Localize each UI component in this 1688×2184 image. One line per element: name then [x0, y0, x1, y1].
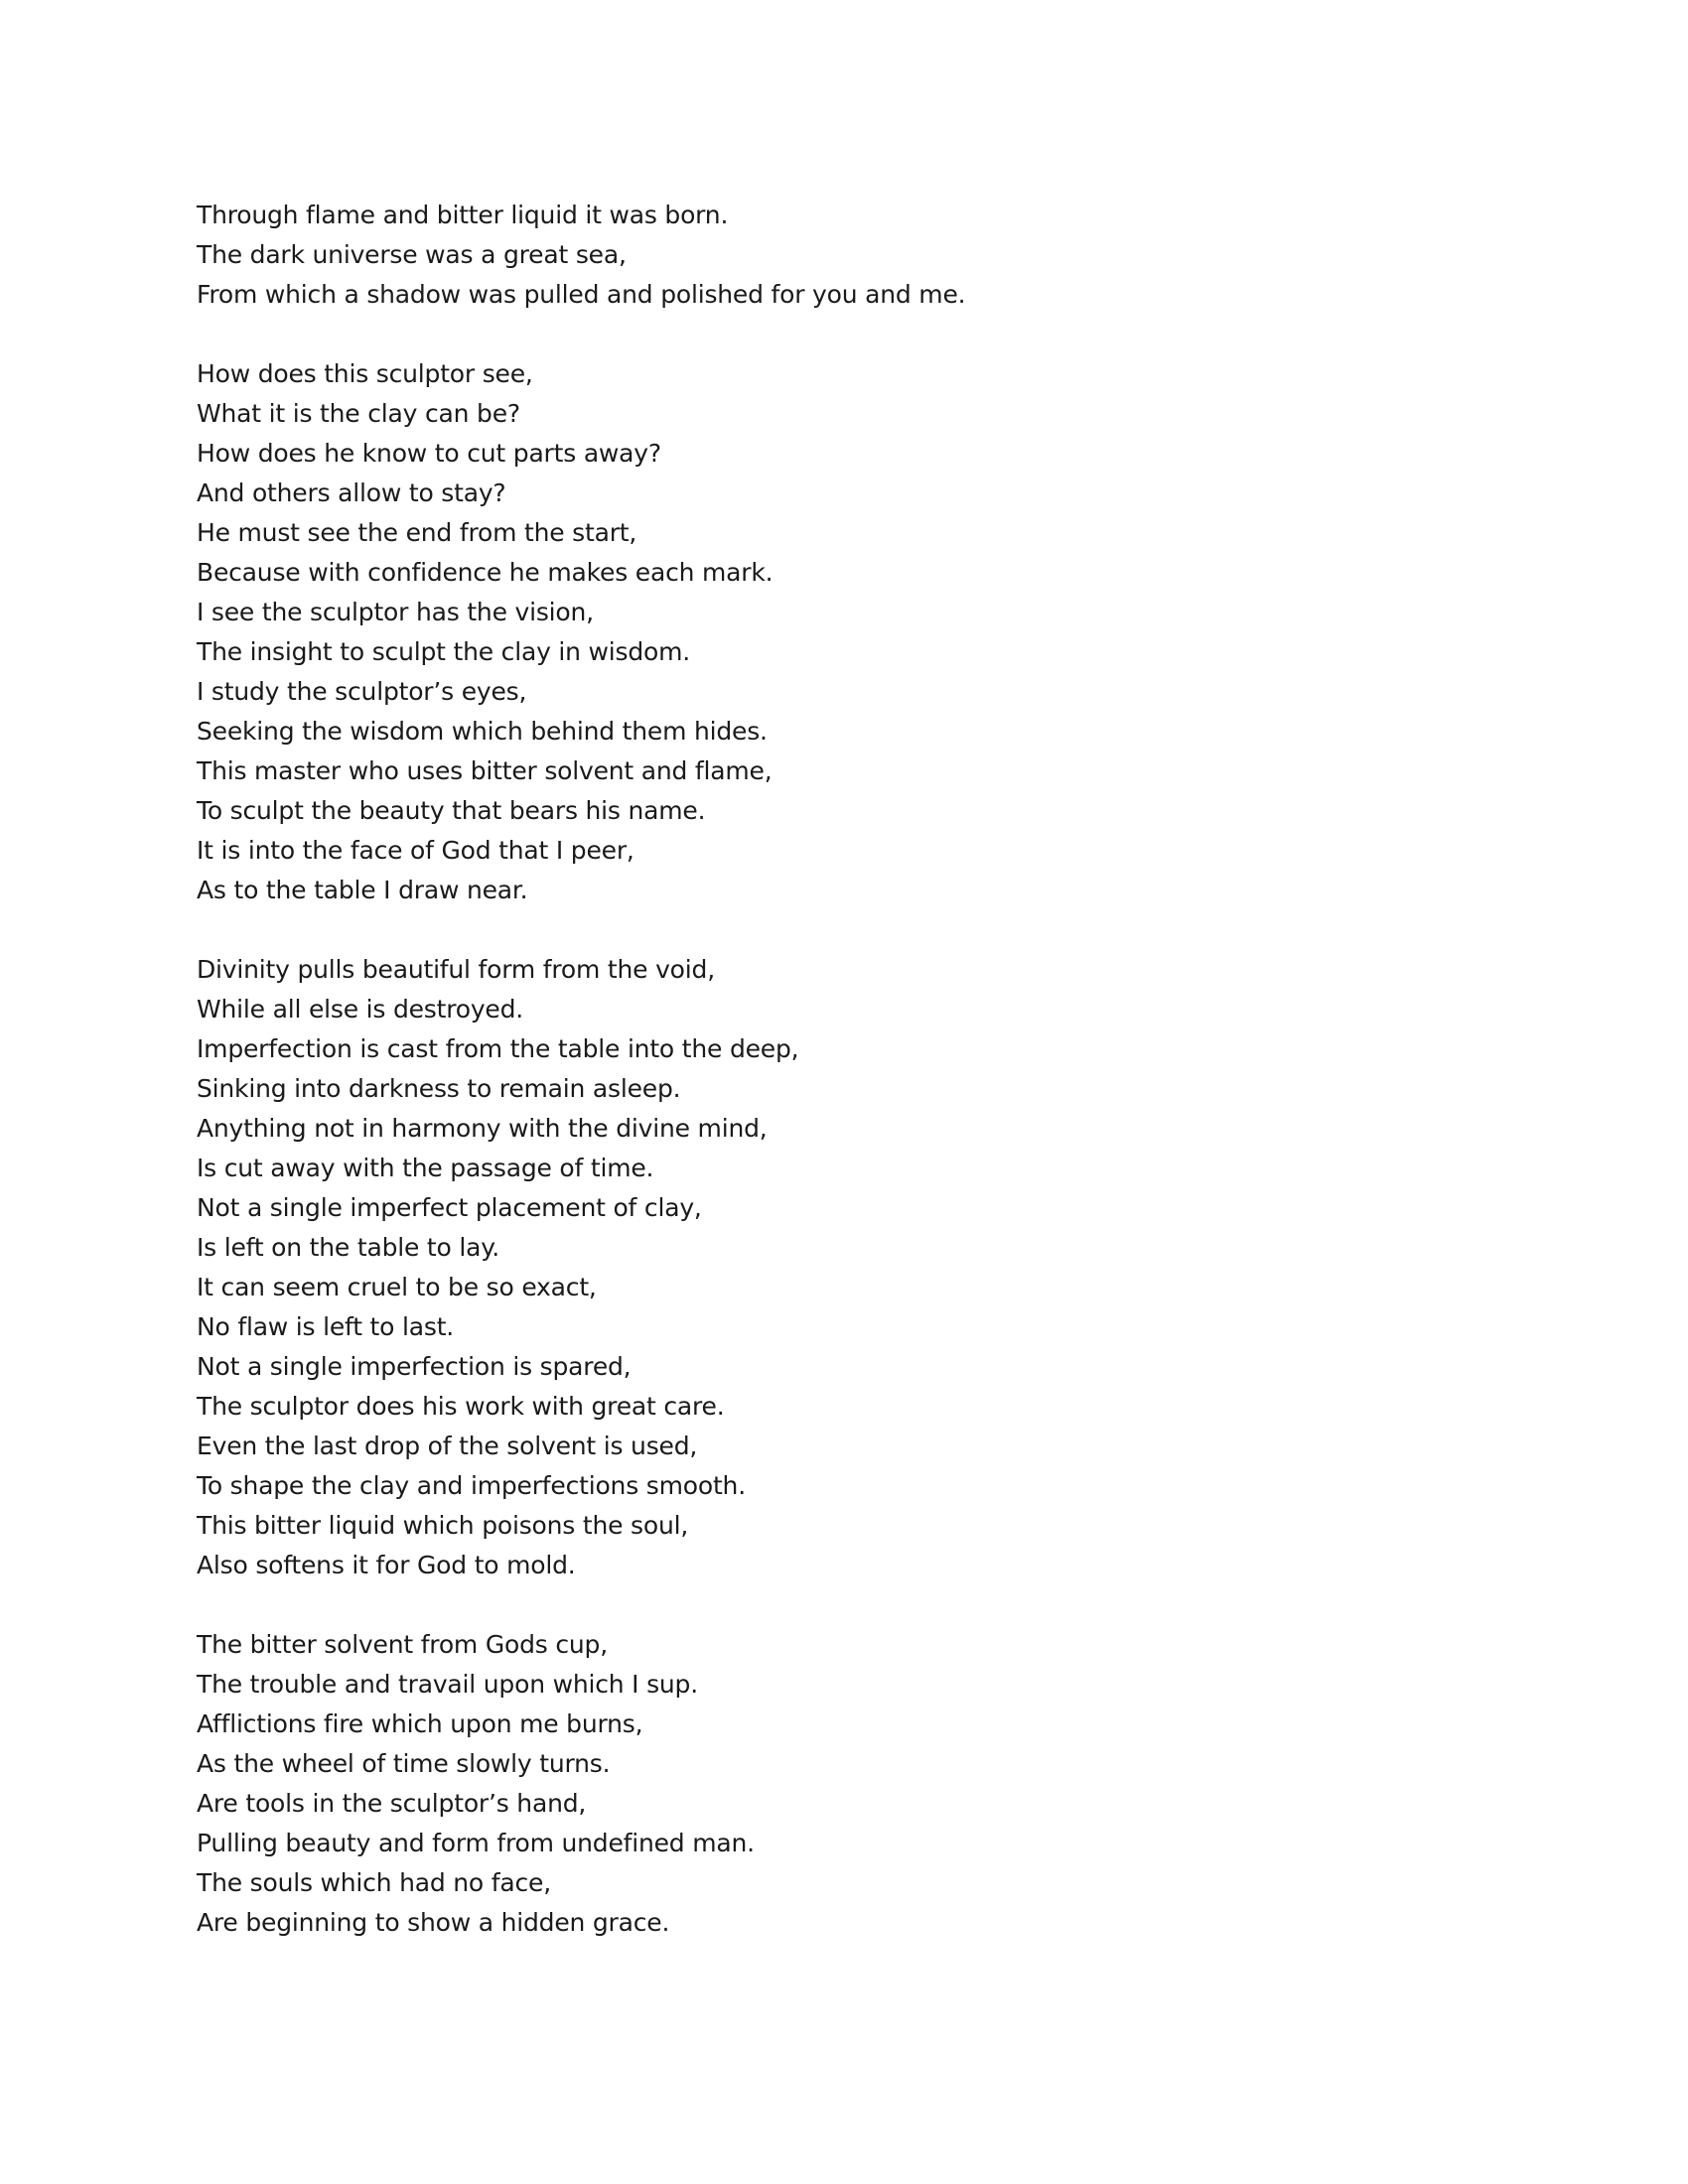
poem-line: Is left on the table to lay. — [197, 1233, 499, 1262]
poem-line: Because with confidence he makes each mark. — [197, 558, 774, 587]
poem-line: The souls which had no face, — [197, 1868, 551, 1897]
poem-line: The dark universe was a great sea, — [197, 240, 627, 269]
poem-line: While all else is destroyed. — [197, 995, 524, 1024]
poem-stanza — [197, 950, 1487, 1585]
poem-stanza — [197, 196, 1487, 315]
poem-line: What it is the clay can be? — [197, 399, 520, 428]
poem-line: As to the table I draw near. — [197, 876, 528, 904]
poem-line: Even the last drop of the solvent is used, — [197, 1432, 698, 1460]
poem-line: No flaw is left to last. — [197, 1312, 455, 1341]
poem-line: The insight to sculpt the clay in wisdom. — [197, 637, 691, 666]
poem-line: Sinking into darkness to remain asleep. — [197, 1074, 681, 1103]
poem-line: Imperfection is cast from the table into the deep, — [197, 1034, 799, 1063]
poem-line: He must see the end from the start, — [197, 518, 637, 547]
poem-line: Not a single imperfect placement of clay, — [197, 1193, 702, 1222]
poem-line: I see the sculptor has the vision, — [197, 598, 594, 626]
poem-line: Are beginning to show a hidden grace. — [197, 1908, 670, 1937]
poem-line: I study the sculptor’s eyes, — [197, 677, 527, 706]
poem-line: It can seem cruel to be so exact, — [197, 1273, 597, 1301]
poem-line: Seeking the wisdom which behind them hides. — [197, 717, 768, 746]
poem-body — [197, 196, 1487, 1982]
poem-line: Afflictions fire which upon me burns, — [197, 1709, 643, 1738]
poem-line: The trouble and travail upon which I sup. — [197, 1670, 698, 1699]
poem-stanza — [197, 1625, 1487, 1943]
poem-line: To shape the clay and imperfections smooth. — [197, 1471, 746, 1500]
poem-line: It is into the face of God that I peer, — [197, 836, 634, 865]
poem-line: Not a single imperfection is spared, — [197, 1352, 632, 1381]
poem-line: As the wheel of time slowly turns. — [197, 1749, 611, 1778]
poem-line: This bitter liquid which poisons the soul, — [197, 1511, 689, 1540]
poem-line: How does he know to cut parts away? — [197, 439, 661, 468]
poem-line: The bitter solvent from Gods cup, — [197, 1630, 608, 1659]
poem-stanza — [197, 354, 1487, 910]
poem-line: To sculpt the beauty that bears his name. — [197, 796, 706, 825]
poem-line: Are tools in the sculptor’s hand, — [197, 1789, 587, 1818]
poem-line: Is cut away with the passage of time. — [197, 1154, 654, 1182]
poem-line: And others allow to stay? — [197, 478, 506, 507]
poem-line: Through flame and bitter liquid it was born. — [197, 201, 729, 229]
poem-line: The sculptor does his work with great care. — [197, 1392, 725, 1421]
poem-line: This master who uses bitter solvent and flame, — [197, 756, 773, 785]
poem-line: Pulling beauty and form from undefined man. — [197, 1829, 755, 1857]
poem-line: From which a shadow was pulled and polished for you and me. — [197, 280, 966, 309]
poem-line: How does this sculptor see, — [197, 359, 533, 388]
poem-line: Anything not in harmony with the divine mind, — [197, 1114, 768, 1143]
poem-line: Also softens it for God to mold. — [197, 1551, 576, 1579]
poem-line: Divinity pulls beautiful form from the void, — [197, 955, 715, 984]
